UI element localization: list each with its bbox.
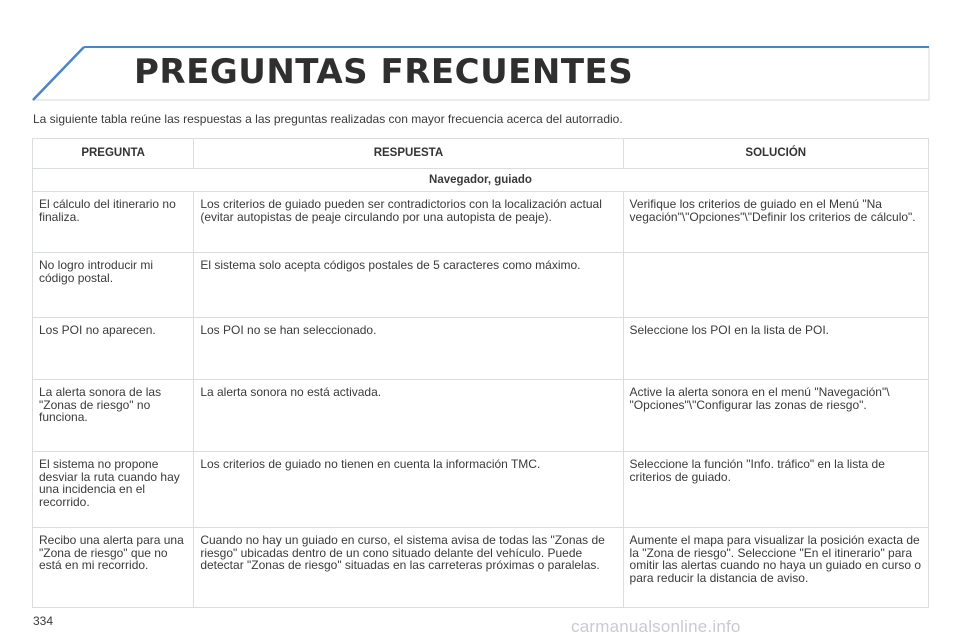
solution-cell: Aumente el mapa para visualizar la posición exacta de la "Zona de riesgo". Seleccione "En el itinerario" para omitir las alertas cuando no haya un guiado en curso o para reducir la distancia de aviso. [623, 528, 928, 608]
answer-cell: Cuando no hay un guiado en curso, el sistema avisa de todas las "Zonas de riesgo" ubicadas dentro de un cono situado delante del vehículo. Puede detectar "Zonas de riesgo" situadas en las carreteras próximas o paralelas. [194, 528, 623, 608]
column-header-answer: RESPUESTA [194, 139, 623, 169]
table-row [33, 528, 929, 608]
column-header-question: PREGUNTA [33, 139, 194, 169]
intro-text: La siguiente tabla reúne las respuestas a las preguntas realizadas con mayor frecuencia acerca del autorradio. [33, 112, 623, 126]
table-row [33, 318, 929, 380]
question-cell: Recibo una alerta para una "Zona de riesgo" que no está en mi recorrido. [33, 528, 194, 608]
header-banner [0, 0, 960, 110]
solution-cell [623, 253, 928, 318]
question-cell: Los POI no aparecen. [33, 318, 194, 380]
table-header-row [33, 139, 929, 169]
solution-cell: Verifique los criterios de guiado en el Menú "Na vegación"\"Opciones"\"Definir los criterios de cálculo". [623, 192, 928, 253]
answer-cell: Los criterios de guiado pueden ser contradictorios con la localización actual (evitar autopistas de peaje circulando por una autopista de peaje). [194, 192, 623, 253]
solution-cell: Seleccione la función "Info. tráfico" en la lista de criterios de guiado. [623, 452, 928, 528]
answer-cell: El sistema solo acepta códigos postales de 5 caracteres como máximo. [194, 253, 623, 318]
section-row [33, 169, 929, 192]
question-cell: El sistema no propone desviar la ruta cuando hay una incidencia en el recorrido. [33, 452, 194, 528]
question-cell: No logro introducir mi código postal. [33, 253, 194, 318]
faq-table [32, 138, 929, 608]
solution-cell: Active la alerta sonora en el menú "Navegación"\ "Opciones"\"Configurar las zonas de riesgo". [623, 380, 928, 452]
question-cell: La alerta sonora de las "Zonas de riesgo" no funciona. [33, 380, 194, 452]
answer-cell: Los criterios de guiado no tienen en cuenta la información TMC. [194, 452, 623, 528]
table-row [33, 452, 929, 528]
table-row [33, 253, 929, 318]
watermark: carmanualsonline.info [571, 617, 741, 636]
question-cell: El cálculo del itinerario no finaliza. [33, 192, 194, 253]
solution-cell: Seleccione los POI en la lista de POI. [623, 318, 928, 380]
table-row [33, 192, 929, 253]
answer-cell: La alerta sonora no está activada. [194, 380, 623, 452]
column-header-solution: SOLUCIÓN [623, 139, 928, 169]
table-row [33, 380, 929, 452]
page-number: 334 [33, 614, 54, 628]
answer-cell: Los POI no se han seleccionado. [194, 318, 623, 380]
section-title: Navegador, guiado [33, 169, 929, 192]
page-title: PREGUNTAS FRECUENTES [134, 52, 634, 92]
